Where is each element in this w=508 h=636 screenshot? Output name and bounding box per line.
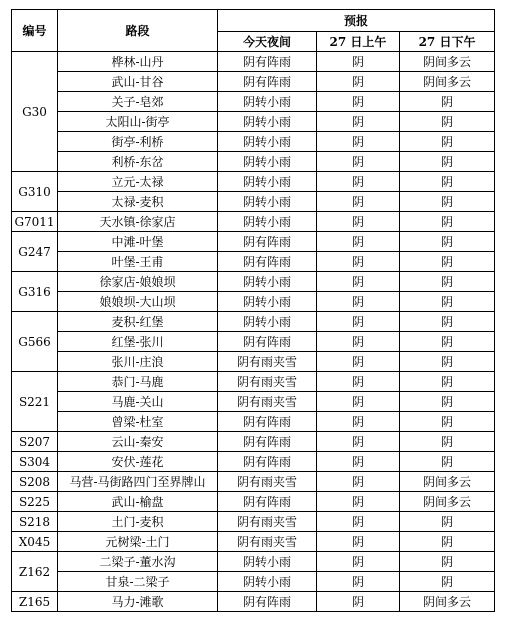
table-row (12, 332, 495, 352)
tonight-forecast-cell: 阴有雨夹雪 (218, 532, 317, 552)
table-row (12, 372, 495, 392)
table-row (12, 252, 495, 272)
route-cell: 云山-秦安 (58, 432, 218, 452)
route-cell: 太禄-麦积 (58, 192, 218, 212)
route-cell: 元树梁-土门 (58, 532, 218, 552)
header-code: 编号 (12, 10, 58, 52)
morning-forecast-cell: 阴 (317, 492, 400, 512)
route-cell: 马营-马街路四门至界牌山 (58, 472, 218, 492)
afternoon-forecast-cell: 阴 (400, 352, 495, 372)
morning-forecast-cell: 阴 (317, 192, 400, 212)
route-cell: 安伏-莲花 (58, 452, 218, 472)
route-cell: 二梁子-董水沟 (58, 552, 218, 572)
tonight-forecast-cell: 阴转小雨 (218, 572, 317, 592)
route-cell: 马力-滩歌 (58, 592, 218, 612)
tonight-forecast-cell: 阴有雨夹雪 (218, 472, 317, 492)
tonight-forecast-cell: 阴转小雨 (218, 272, 317, 292)
tonight-forecast-cell: 阴有雨夹雪 (218, 352, 317, 372)
tonight-forecast-cell: 阴转小雨 (218, 312, 317, 332)
tonight-forecast-cell: 阴转小雨 (218, 292, 317, 312)
road-code-cell: G247 (12, 232, 58, 272)
tonight-forecast-cell: 阴有阵雨 (218, 452, 317, 472)
afternoon-forecast-cell: 阴 (400, 272, 495, 292)
header-route: 路段 (58, 10, 218, 52)
table-row (12, 112, 495, 132)
table-row (12, 352, 495, 372)
tonight-forecast-cell: 阴有阵雨 (218, 252, 317, 272)
afternoon-forecast-cell: 阴 (400, 372, 495, 392)
road-code-cell: S218 (12, 512, 58, 532)
morning-forecast-cell: 阴 (317, 392, 400, 412)
road-code-cell: G316 (12, 272, 58, 312)
morning-forecast-cell: 阴 (317, 112, 400, 132)
table-row (12, 532, 495, 552)
road-code-cell: S207 (12, 432, 58, 452)
road-code-cell: S225 (12, 492, 58, 512)
afternoon-forecast-cell: 阴 (400, 252, 495, 272)
road-code-cell: G566 (12, 312, 58, 372)
morning-forecast-cell: 阴 (317, 332, 400, 352)
tonight-forecast-cell: 阴有雨夹雪 (218, 512, 317, 532)
tonight-forecast-cell: 阴转小雨 (218, 552, 317, 572)
road-code-cell: G7011 (12, 212, 58, 232)
road-code-cell: X045 (12, 532, 58, 552)
route-cell: 利桥-东岔 (58, 152, 218, 172)
table-row (12, 412, 495, 432)
afternoon-forecast-cell: 阴 (400, 552, 495, 572)
header-tonight: 今天夜间 (218, 32, 317, 52)
morning-forecast-cell: 阴 (317, 52, 400, 72)
route-cell: 桦林-山丹 (58, 52, 218, 72)
table-row (12, 552, 495, 572)
table-row (12, 432, 495, 452)
morning-forecast-cell: 阴 (317, 472, 400, 492)
route-cell: 武山-甘谷 (58, 72, 218, 92)
road-code-cell: Z165 (12, 592, 58, 612)
afternoon-forecast-cell: 阴 (400, 212, 495, 232)
route-cell: 街亭-利桥 (58, 132, 218, 152)
afternoon-forecast-cell: 阴 (400, 152, 495, 172)
forecast-table-wrapper (11, 9, 495, 612)
morning-forecast-cell: 阴 (317, 292, 400, 312)
morning-forecast-cell: 阴 (317, 252, 400, 272)
afternoon-forecast-cell: 阴 (400, 532, 495, 552)
table-row (12, 172, 495, 192)
morning-forecast-cell: 阴 (317, 212, 400, 232)
tonight-forecast-cell: 阴有阵雨 (218, 232, 317, 252)
afternoon-forecast-cell: 阴 (400, 512, 495, 532)
afternoon-forecast-cell: 阴间多云 (400, 72, 495, 92)
afternoon-forecast-cell: 阴 (400, 172, 495, 192)
table-row (12, 492, 495, 512)
tonight-forecast-cell: 阴有雨夹雪 (218, 392, 317, 412)
afternoon-forecast-cell: 阴间多云 (400, 492, 495, 512)
road-code-cell: G30 (12, 52, 58, 172)
table-row (12, 152, 495, 172)
tonight-forecast-cell: 阴转小雨 (218, 152, 317, 172)
afternoon-forecast-cell: 阴 (400, 132, 495, 152)
table-row (12, 452, 495, 472)
header-row-1 (12, 10, 495, 32)
morning-forecast-cell: 阴 (317, 92, 400, 112)
tonight-forecast-cell: 阴有阵雨 (218, 492, 317, 512)
tonight-forecast-cell: 阴转小雨 (218, 212, 317, 232)
tonight-forecast-cell: 阴转小雨 (218, 112, 317, 132)
afternoon-forecast-cell: 阴 (400, 192, 495, 212)
morning-forecast-cell: 阴 (317, 172, 400, 192)
morning-forecast-cell: 阴 (317, 72, 400, 92)
table-row (12, 312, 495, 332)
morning-forecast-cell: 阴 (317, 432, 400, 452)
tonight-forecast-cell: 阴转小雨 (218, 192, 317, 212)
route-cell: 武山-榆盘 (58, 492, 218, 512)
morning-forecast-cell: 阴 (317, 152, 400, 172)
route-cell: 马鹿-关山 (58, 392, 218, 412)
road-code-cell: G310 (12, 172, 58, 212)
table-row (12, 572, 495, 592)
road-code-cell: S208 (12, 472, 58, 492)
afternoon-forecast-cell: 阴 (400, 452, 495, 472)
table-row (12, 272, 495, 292)
morning-forecast-cell: 阴 (317, 552, 400, 572)
afternoon-forecast-cell: 阴 (400, 332, 495, 352)
tonight-forecast-cell: 阴转小雨 (218, 132, 317, 152)
table-row (12, 472, 495, 492)
morning-forecast-cell: 阴 (317, 372, 400, 392)
table-row (12, 192, 495, 212)
table-row (12, 72, 495, 92)
route-cell: 红堡-张川 (58, 332, 218, 352)
afternoon-forecast-cell: 阴间多云 (400, 52, 495, 72)
route-cell: 土门-麦积 (58, 512, 218, 532)
afternoon-forecast-cell: 阴 (400, 392, 495, 412)
table-row (12, 52, 495, 72)
tonight-forecast-cell: 阴有阵雨 (218, 412, 317, 432)
road-code-cell: S304 (12, 452, 58, 472)
route-cell: 徐家店-娘娘坝 (58, 272, 218, 292)
tonight-forecast-cell: 阴有阵雨 (218, 332, 317, 352)
tonight-forecast-cell: 阴有阵雨 (218, 592, 317, 612)
road-weather-forecast-table (11, 9, 495, 612)
afternoon-forecast-cell: 阴 (400, 572, 495, 592)
table-row (12, 92, 495, 112)
morning-forecast-cell: 阴 (317, 412, 400, 432)
table-row (12, 292, 495, 312)
morning-forecast-cell: 阴 (317, 512, 400, 532)
header-forecast: 预报 (218, 10, 495, 32)
tonight-forecast-cell: 阴有雨夹雪 (218, 372, 317, 392)
route-cell: 甘泉-二梁子 (58, 572, 218, 592)
afternoon-forecast-cell: 阴 (400, 292, 495, 312)
tonight-forecast-cell: 阴有阵雨 (218, 72, 317, 92)
road-code-cell: S221 (12, 372, 58, 432)
afternoon-forecast-cell: 阴间多云 (400, 472, 495, 492)
morning-forecast-cell: 阴 (317, 592, 400, 612)
route-cell: 中滩-叶堡 (58, 232, 218, 252)
route-cell: 娘娘坝-大山坝 (58, 292, 218, 312)
morning-forecast-cell: 阴 (317, 352, 400, 372)
afternoon-forecast-cell: 阴 (400, 112, 495, 132)
morning-forecast-cell: 阴 (317, 232, 400, 252)
tonight-forecast-cell: 阴有阵雨 (218, 52, 317, 72)
route-cell: 恭门-马鹿 (58, 372, 218, 392)
table-row (12, 212, 495, 232)
route-cell: 太阳山-街亭 (58, 112, 218, 132)
tonight-forecast-cell: 阴转小雨 (218, 172, 317, 192)
afternoon-forecast-cell: 阴 (400, 412, 495, 432)
tonight-forecast-cell: 阴有阵雨 (218, 432, 317, 452)
morning-forecast-cell: 阴 (317, 312, 400, 332)
morning-forecast-cell: 阴 (317, 132, 400, 152)
forecast-table-body (12, 52, 495, 612)
road-code-cell: Z162 (12, 552, 58, 592)
header-27-morning: 27 日上午 (317, 32, 400, 52)
morning-forecast-cell: 阴 (317, 452, 400, 472)
table-row (12, 232, 495, 252)
morning-forecast-cell: 阴 (317, 272, 400, 292)
header-27-afternoon: 27 日下午 (400, 32, 495, 52)
table-row (12, 132, 495, 152)
afternoon-forecast-cell: 阴 (400, 432, 495, 452)
morning-forecast-cell: 阴 (317, 572, 400, 592)
route-cell: 天水镇-徐家店 (58, 212, 218, 232)
table-row (12, 392, 495, 412)
afternoon-forecast-cell: 阴 (400, 232, 495, 252)
route-cell: 立元-太禄 (58, 172, 218, 192)
tonight-forecast-cell: 阴转小雨 (218, 92, 317, 112)
route-cell: 麦积-红堡 (58, 312, 218, 332)
afternoon-forecast-cell: 阴 (400, 92, 495, 112)
afternoon-forecast-cell: 阴 (400, 312, 495, 332)
afternoon-forecast-cell: 阴间多云 (400, 592, 495, 612)
route-cell: 曾梁-杜室 (58, 412, 218, 432)
route-cell: 叶堡-王甫 (58, 252, 218, 272)
table-row (12, 512, 495, 532)
route-cell: 关子-皂郊 (58, 92, 218, 112)
route-cell: 张川-庄浪 (58, 352, 218, 372)
morning-forecast-cell: 阴 (317, 532, 400, 552)
table-row (12, 592, 495, 612)
